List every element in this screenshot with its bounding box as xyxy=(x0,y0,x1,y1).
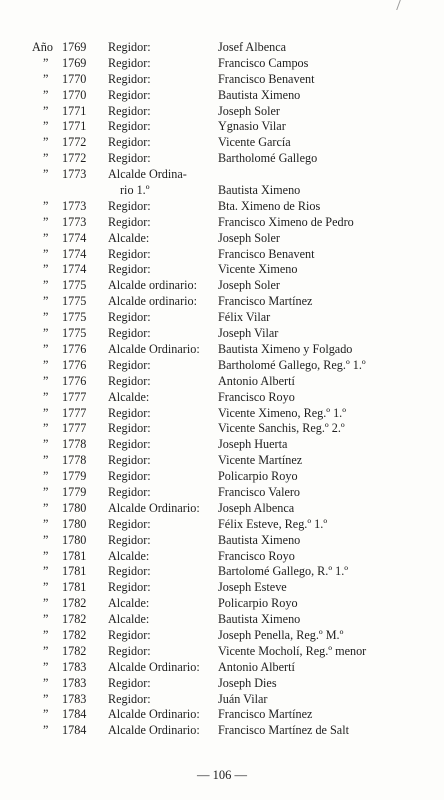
ditto-mark: ” xyxy=(43,627,49,642)
list-row xyxy=(0,501,444,517)
office-title xyxy=(108,628,151,644)
list-row xyxy=(0,167,444,199)
ditto-mark: ” xyxy=(43,71,49,86)
year: 1773 xyxy=(62,167,87,182)
officials-list xyxy=(0,40,444,739)
ditto-mark: ” xyxy=(43,167,49,182)
ditto-mark: ” xyxy=(43,516,49,531)
office-title xyxy=(108,723,200,739)
official-name: Bartolomé Gallego, R.º 1.º xyxy=(218,564,349,579)
year: 1772 xyxy=(62,135,87,150)
list-row xyxy=(0,88,444,104)
year: 1773 xyxy=(62,214,87,229)
list-row xyxy=(0,644,444,660)
office-title xyxy=(108,358,151,374)
official-name: Bautista Ximeno xyxy=(218,612,301,627)
list-row xyxy=(0,421,444,437)
office-title xyxy=(108,469,151,485)
year: 1770 xyxy=(62,71,87,86)
ditto-mark: ” xyxy=(43,564,49,579)
office-title-text: Regidor: xyxy=(108,357,151,372)
year: 1784 xyxy=(62,707,87,722)
office-title xyxy=(108,517,151,533)
official-name: Vicente Mocholí, Reg.º menor xyxy=(218,643,367,658)
list-row xyxy=(0,723,444,739)
office-title-text: Alcalde Ordinario: xyxy=(108,500,200,515)
office-title-text: Regidor: xyxy=(108,198,151,213)
year: 1774 xyxy=(62,230,87,245)
office-title xyxy=(108,135,151,151)
official-name: Policarpio Royo xyxy=(218,596,298,611)
ditto-mark: ” xyxy=(43,310,49,325)
list-row xyxy=(0,262,444,278)
office-title xyxy=(108,326,151,342)
ditto-mark: ” xyxy=(43,214,49,229)
office-title-text: Regidor: xyxy=(108,421,151,436)
year: 1776 xyxy=(62,357,87,372)
office-title-text: Regidor: xyxy=(108,484,151,499)
list-row xyxy=(0,437,444,453)
official-name: Bartholomé Gallego xyxy=(218,151,318,166)
office-title xyxy=(108,437,151,453)
office-title-text: Regidor: xyxy=(108,516,151,531)
office-title-text: Alcalde: xyxy=(108,548,150,563)
list-row xyxy=(0,453,444,469)
official-name: Francisco Martínez xyxy=(218,707,313,722)
office-title xyxy=(108,119,151,135)
list-row xyxy=(0,358,444,374)
office-title xyxy=(108,453,151,469)
year: 1777 xyxy=(62,405,87,420)
official-name: Vicente Ximeno xyxy=(218,262,298,277)
ditto-mark: ” xyxy=(43,691,49,706)
official-name: Ygnasio Vilar xyxy=(218,119,286,134)
office-title xyxy=(108,231,149,247)
list-row xyxy=(0,628,444,644)
list-row xyxy=(0,119,444,135)
office-title-text: Regidor: xyxy=(108,40,151,54)
ditto-mark: ” xyxy=(43,87,49,102)
ditto-mark: ” xyxy=(43,580,49,595)
list-row xyxy=(0,215,444,231)
ditto-mark: ” xyxy=(43,389,49,404)
ditto-mark: ” xyxy=(43,341,49,356)
official-name: Bautista Ximeno xyxy=(218,183,301,198)
office-title xyxy=(108,88,151,104)
list-row xyxy=(0,707,444,723)
official-name: Bartholomé Gallego, Reg.º 1.º xyxy=(218,357,366,372)
office-title-text: Alcalde: xyxy=(108,389,150,404)
official-name: Joseph Dies xyxy=(218,675,277,690)
year: 1782 xyxy=(62,612,87,627)
office-title xyxy=(108,247,151,263)
list-row xyxy=(0,72,444,88)
ditto-mark: ” xyxy=(43,198,49,213)
list-row xyxy=(0,310,444,326)
office-title-text: Regidor: xyxy=(108,627,151,642)
office-title xyxy=(108,199,151,215)
official-name: Joseph Soler xyxy=(218,230,280,245)
official-name: Francisco Martínez de Salt xyxy=(218,723,349,738)
ditto-mark: ” xyxy=(43,357,49,372)
year: 1776 xyxy=(62,373,87,388)
office-title-text: Regidor: xyxy=(108,151,151,166)
official-name: Joseph Albenca xyxy=(218,500,295,515)
list-row xyxy=(0,326,444,342)
official-name: Antonio Albertí xyxy=(218,659,295,674)
year: 1780 xyxy=(62,532,87,547)
office-title xyxy=(108,612,149,628)
list-row xyxy=(0,469,444,485)
office-title xyxy=(108,40,151,56)
office-title xyxy=(108,692,151,708)
ditto-mark: ” xyxy=(43,55,49,70)
office-title-text: Regidor: xyxy=(108,326,151,341)
office-title-text: Regidor: xyxy=(108,453,151,468)
ditto-mark: ” xyxy=(43,723,49,738)
ditto-mark: ” xyxy=(43,135,49,150)
official-name: Joseph Esteve xyxy=(218,580,287,595)
list-row xyxy=(0,564,444,580)
office-title xyxy=(108,421,151,437)
year: 1769 xyxy=(62,40,87,54)
official-name: Vicente García xyxy=(218,135,291,150)
official-name: Vicente Martínez xyxy=(218,453,303,468)
list-row xyxy=(0,580,444,596)
year: 1775 xyxy=(62,310,87,325)
ditto-mark: ” xyxy=(43,612,49,627)
ditto-mark: ” xyxy=(43,373,49,388)
office-title-text: Regidor: xyxy=(108,246,151,261)
official-name: Joseph Soler xyxy=(218,103,280,118)
office-title xyxy=(108,374,151,390)
year: 1770 xyxy=(62,87,87,102)
office-title-text: Regidor: xyxy=(108,103,151,118)
office-title-continuation: rio 1.º xyxy=(120,183,150,198)
ditto-mark: ” xyxy=(43,707,49,722)
office-title xyxy=(108,549,149,565)
ditto-mark: ” xyxy=(43,548,49,563)
office-title xyxy=(108,580,151,596)
official-name: Policarpio Royo xyxy=(218,469,298,484)
list-row xyxy=(0,660,444,676)
ditto-mark: ” xyxy=(43,437,49,452)
year: 1779 xyxy=(62,469,87,484)
year: 1781 xyxy=(62,548,87,563)
official-name: Joseph Vilar xyxy=(218,326,279,341)
year: 1776 xyxy=(62,341,87,356)
ditto-mark: ” xyxy=(43,246,49,261)
office-title-text: Alcalde Ordinario: xyxy=(108,659,200,674)
list-row xyxy=(0,596,444,612)
office-title-text: Alcalde Ordinario: xyxy=(108,723,200,738)
office-title xyxy=(108,485,151,501)
year: 1773 xyxy=(62,198,87,213)
office-title-text: Alcalde: xyxy=(108,612,150,627)
office-title-text: Regidor: xyxy=(108,643,151,658)
list-row xyxy=(0,676,444,692)
official-name: Francisco Royo xyxy=(218,548,295,563)
official-name: Joseph Huerta xyxy=(218,437,288,452)
ditto-mark: ” xyxy=(43,484,49,499)
year: 1784 xyxy=(62,723,87,738)
year: 1782 xyxy=(62,596,87,611)
list-row xyxy=(0,374,444,390)
ditto-mark: ” xyxy=(43,405,49,420)
ditto-mark: ” xyxy=(43,596,49,611)
official-name: Vicente Sanchis, Reg.º 2.º xyxy=(218,421,345,436)
list-row xyxy=(0,151,444,167)
ditto-mark: ” xyxy=(43,659,49,674)
office-title xyxy=(108,310,151,326)
official-name: Josef Albenca xyxy=(218,40,287,54)
year: 1771 xyxy=(62,119,87,134)
ditto-mark: ” xyxy=(43,469,49,484)
ditto-mark: ” xyxy=(43,230,49,245)
ditto-mark: ” xyxy=(43,421,49,436)
list-row xyxy=(0,517,444,533)
list-row xyxy=(0,294,444,310)
list-row xyxy=(0,342,444,358)
year: 1771 xyxy=(62,103,87,118)
list-row xyxy=(0,104,444,120)
list-row xyxy=(0,612,444,628)
list-row xyxy=(0,390,444,406)
official-name: Joseph Soler xyxy=(218,278,280,293)
office-title xyxy=(108,294,197,310)
page-number: — 106 — xyxy=(197,768,247,782)
list-row xyxy=(0,247,444,263)
office-title-text: Regidor: xyxy=(108,564,151,579)
office-title-text: Alcalde ordinario: xyxy=(108,278,198,293)
official-name: Joseph Penella, Reg.º M.º xyxy=(218,627,344,642)
year: 1781 xyxy=(62,564,87,579)
ditto-mark: ” xyxy=(43,262,49,277)
office-title xyxy=(108,707,200,723)
office-title xyxy=(108,215,151,231)
list-row xyxy=(0,199,444,215)
office-title xyxy=(108,167,187,199)
office-title xyxy=(108,564,151,580)
year: 1778 xyxy=(62,437,87,452)
year: 1775 xyxy=(62,278,87,293)
official-name: Félix Esteve, Reg.º 1.º xyxy=(218,516,328,531)
year: 1783 xyxy=(62,675,87,690)
office-title-text: Regidor: xyxy=(108,55,151,70)
office-title-text: Regidor: xyxy=(108,262,151,277)
office-title-text: Regidor: xyxy=(108,405,151,420)
list-row xyxy=(0,231,444,247)
office-title xyxy=(108,262,151,278)
ditto-mark: ” xyxy=(43,151,49,166)
year: 1780 xyxy=(62,500,87,515)
list-row xyxy=(0,278,444,294)
official-name: Bautista Ximeno xyxy=(218,532,301,547)
office-title-text: Regidor: xyxy=(108,214,151,229)
office-title-text: Regidor: xyxy=(108,675,151,690)
office-title-text: Regidor: xyxy=(108,310,151,325)
office-title-text: Alcalde Ordina- xyxy=(108,167,187,182)
official-name: Bautista Ximeno xyxy=(218,87,301,102)
office-title xyxy=(108,596,149,612)
office-title-text: Regidor: xyxy=(108,532,151,547)
year: 1775 xyxy=(62,294,87,309)
office-title xyxy=(108,72,151,88)
year: 1783 xyxy=(62,691,87,706)
official-name: Francisco Royo xyxy=(218,389,295,404)
year: 1780 xyxy=(62,516,87,531)
official-name: Félix Vilar xyxy=(218,310,271,325)
office-title xyxy=(108,104,151,120)
office-title xyxy=(108,644,151,660)
ditto-mark: ” xyxy=(43,294,49,309)
list-row xyxy=(0,485,444,501)
ditto-mark: ” xyxy=(43,532,49,547)
year: 1779 xyxy=(62,484,87,499)
office-title xyxy=(108,660,200,676)
office-title-text: Alcalde: xyxy=(108,596,150,611)
office-title-text: Regidor: xyxy=(108,580,151,595)
office-title xyxy=(108,406,151,422)
office-title-text: Regidor: xyxy=(108,119,151,134)
official-name: Bta. Ximeno de Rios xyxy=(218,198,321,213)
official-name: Francisco Benavent xyxy=(218,71,315,86)
office-title xyxy=(108,390,149,406)
office-title xyxy=(108,342,200,358)
year: 1774 xyxy=(62,246,87,261)
year: 1777 xyxy=(62,389,87,404)
year: 1775 xyxy=(62,326,87,341)
year: 1772 xyxy=(62,151,87,166)
office-title-text: Regidor: xyxy=(108,469,151,484)
ditto-mark: ” xyxy=(43,119,49,134)
office-title-text: Alcalde Ordinario: xyxy=(108,707,200,722)
year: 1781 xyxy=(62,580,87,595)
year: 1774 xyxy=(62,262,87,277)
year-prefix: Año xyxy=(32,40,53,54)
ditto-mark: ” xyxy=(43,675,49,690)
official-name: Francisco Martínez xyxy=(218,294,313,309)
year: 1782 xyxy=(62,643,87,658)
year: 1783 xyxy=(62,659,87,674)
year: 1778 xyxy=(62,453,87,468)
office-title-text: Regidor: xyxy=(108,437,151,452)
ditto-mark: ” xyxy=(43,453,49,468)
office-title-text: Regidor: xyxy=(108,71,151,86)
office-title-text: Regidor: xyxy=(108,87,151,102)
office-title xyxy=(108,278,197,294)
year: 1777 xyxy=(62,421,87,436)
official-name: Bautista Ximeno y Folgado xyxy=(218,341,353,356)
office-title-text: Regidor: xyxy=(108,135,151,150)
office-title xyxy=(108,533,151,549)
official-name: Vicente Ximeno, Reg.º 1.º xyxy=(218,405,346,420)
office-title xyxy=(108,501,200,517)
official-name: Juán Vilar xyxy=(218,691,268,706)
list-row xyxy=(0,56,444,72)
official-name: Francisco Benavent xyxy=(218,246,315,261)
official-name: Antonio Albertí xyxy=(218,373,295,388)
list-row xyxy=(0,692,444,708)
office-title-text: Regidor: xyxy=(108,691,151,706)
ditto-mark: ” xyxy=(43,278,49,293)
office-title-text: Alcalde: xyxy=(108,230,150,245)
office-title-text: Alcalde Ordinario: xyxy=(108,341,200,356)
ditto-mark: ” xyxy=(43,643,49,658)
office-title-text: Regidor: xyxy=(108,373,151,388)
official-name: Francisco Campos xyxy=(218,55,309,70)
year: 1782 xyxy=(62,627,87,642)
ditto-mark: ” xyxy=(43,103,49,118)
office-title xyxy=(108,56,151,72)
list-row xyxy=(0,40,444,56)
corner-mark xyxy=(386,0,401,10)
ditto-mark: ” xyxy=(43,326,49,341)
office-title-text: Alcalde ordinario: xyxy=(108,294,198,309)
ditto-mark: ” xyxy=(43,500,49,515)
list-row xyxy=(0,406,444,422)
list-row xyxy=(0,549,444,565)
office-title xyxy=(108,676,151,692)
official-name: Francisco Ximeno de Pedro xyxy=(218,214,354,229)
office-title xyxy=(108,151,151,167)
list-row xyxy=(0,135,444,151)
year: 1769 xyxy=(62,55,87,70)
official-name: Francisco Valero xyxy=(218,484,301,499)
list-row xyxy=(0,533,444,549)
